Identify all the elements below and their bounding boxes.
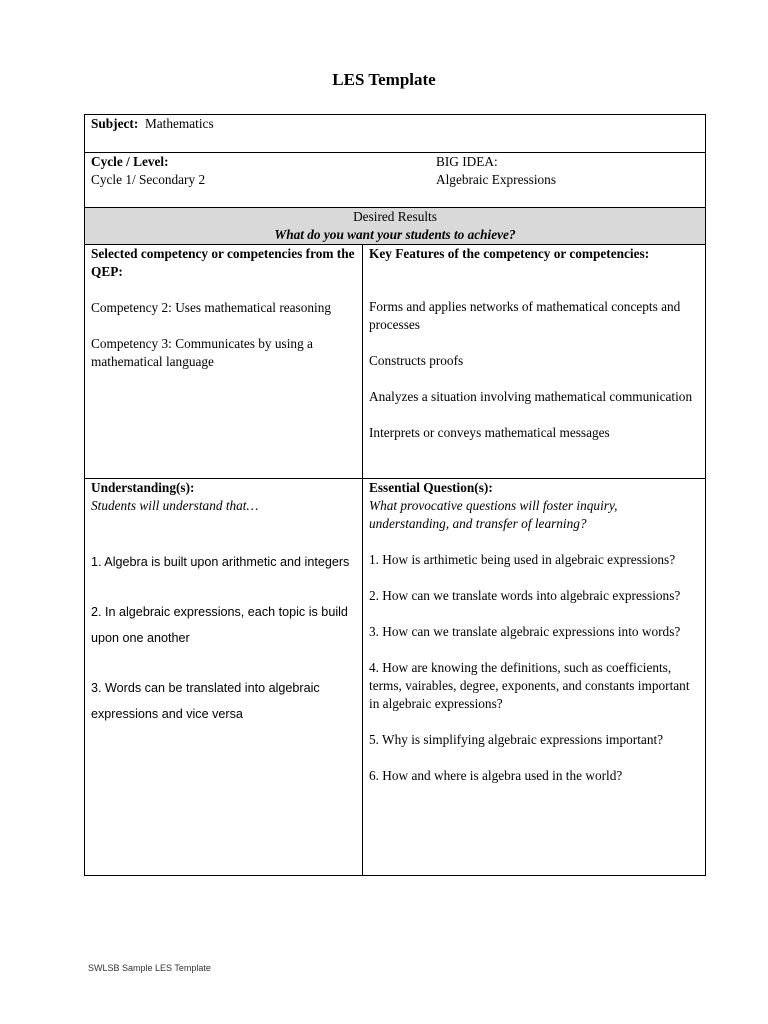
understanding-row [85, 479, 706, 876]
essential-question-item: 5. Why is simplifying algebraic expressions important? [369, 732, 664, 747]
understanding-heading: Understanding(s): [91, 480, 195, 495]
essential-question-item: 3. How can we translate algebraic expressions into words? [369, 624, 681, 639]
essential-question-item: 1. How is arthimetic being used in algebraic expressions? [369, 552, 676, 567]
essential-questions-heading: Essential Question(s): [369, 480, 493, 495]
key-feature-item: Interprets or conveys mathematical messages [369, 425, 610, 440]
page-footer: SWLSB Sample LES Template [88, 963, 211, 973]
page-title: LES Template [332, 70, 436, 89]
understanding-subtitle: Students will understand that… [91, 498, 259, 513]
understanding-cell [85, 479, 363, 876]
cycle-row [85, 153, 706, 208]
big-idea-label: BIG IDEA: [436, 154, 498, 169]
competency-heading: Selected competency or competencies from the QEP: [91, 246, 355, 279]
subject-value: Mathematics [144, 116, 214, 131]
understanding-item: 1. Algebra is built upon arithmetic and integers [91, 555, 350, 569]
understanding-item: 3. Words can be translated into algebraic expressions and vice versa [91, 681, 320, 721]
key-feature-item: Constructs proofs [369, 353, 464, 368]
competency-cell [85, 245, 363, 479]
essential-question-item: 4. How are knowing the definitions, such as coefficients, terms, vairables, degree, exponents, and constants important in algebraic expressions? [369, 660, 690, 711]
les-template-table [84, 114, 706, 876]
understanding-item: 2. In algebraic expressions, each topic is build upon one another [91, 605, 348, 645]
competency-item: Competency 3: Communicates by using a mathematical language [91, 336, 313, 369]
essential-question-item: 6. How and where is algebra used in the world? [369, 768, 623, 783]
cycle-label: Cycle / Level: [91, 154, 169, 169]
subject-label: Subject: [91, 116, 139, 131]
essential-questions-subtitle: What provocative questions will foster inquiry, understanding, and transfer of learning? [369, 498, 618, 531]
competency-item: Competency 2: Uses mathematical reasoning [91, 300, 332, 315]
key-feature-item: Analyzes a situation involving mathematical communication [369, 389, 693, 404]
subject-row [85, 115, 706, 153]
key-feature-item: Forms and applies networks of mathematical concepts and processes [369, 299, 681, 332]
desired-results-subtitle: What do you want your students to achieve? [274, 227, 516, 242]
desired-results-cell [85, 208, 706, 245]
desired-results-row [85, 208, 706, 245]
big-idea-block [436, 153, 699, 189]
cycle-value: Cycle 1/ Secondary 2 [91, 172, 206, 187]
key-features-heading: Key Features of the competency or competencies: [369, 246, 650, 261]
desired-results-title: Desired Results [353, 209, 437, 224]
essential-question-item: 2. How can we translate words into algebraic expressions? [369, 588, 681, 603]
cycle-level-block [91, 153, 436, 189]
competency-row [85, 245, 706, 479]
cycle-cell [85, 153, 706, 208]
key-features-cell [363, 245, 706, 479]
essential-questions-cell [363, 479, 706, 876]
big-idea-value: Algebraic Expressions [436, 172, 557, 187]
subject-cell [85, 115, 706, 153]
